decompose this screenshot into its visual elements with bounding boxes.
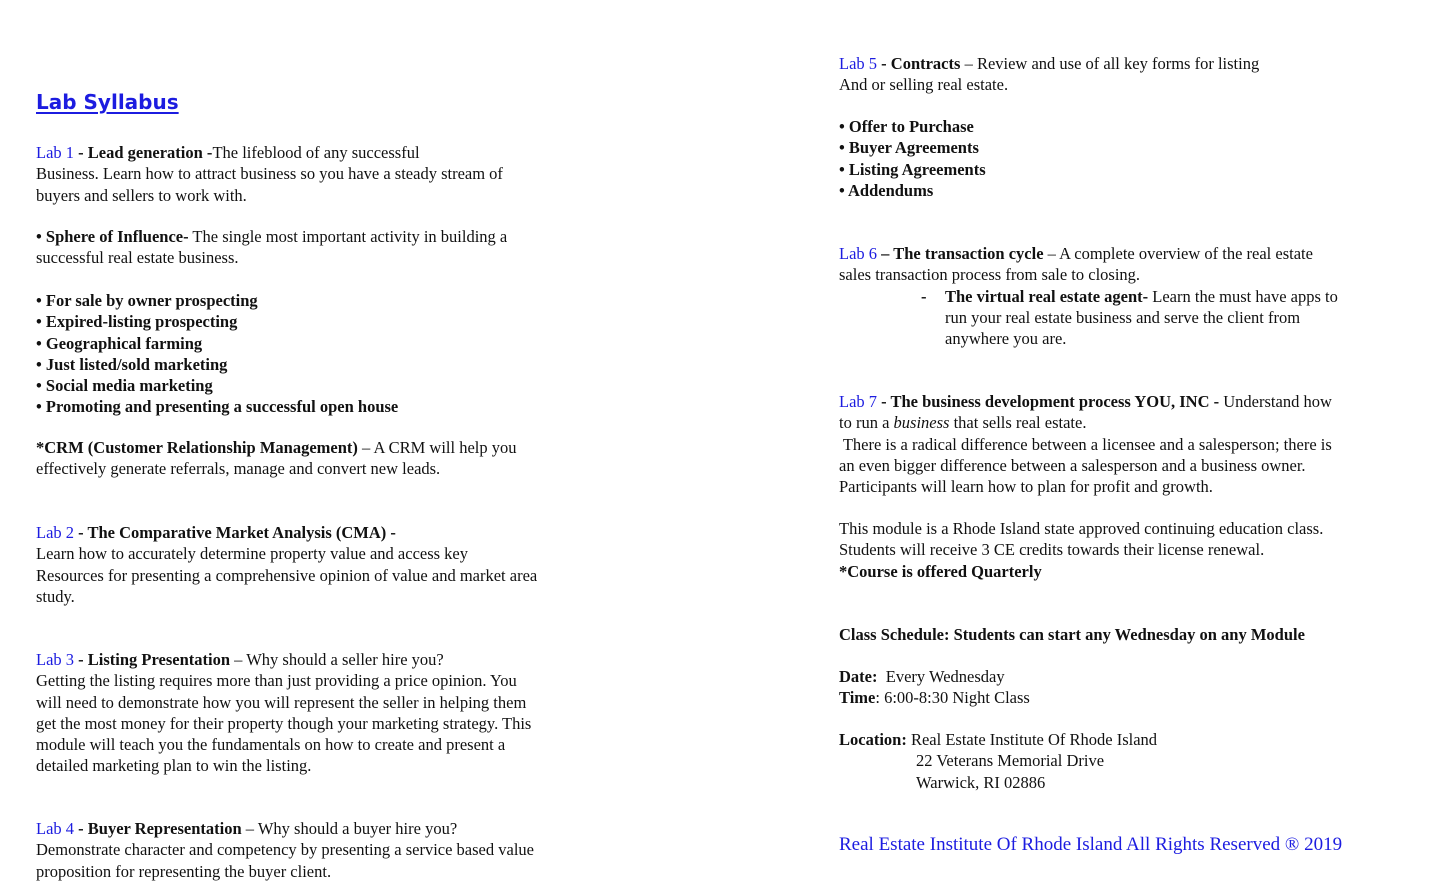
lab3-line-1: Getting the listing requires more than just providing a price opinion. You (36, 671, 517, 691)
list-item: • For sale by owner prospecting (36, 291, 258, 310)
sphere-line-2: successful real estate business. (36, 248, 239, 268)
lab2-number: Lab 2 (36, 523, 75, 542)
lab3-line-5: detailed marketing plan to win the listing. (36, 756, 312, 776)
lab4-line-2: proposition for representing the buyer client. (36, 861, 332, 881)
list-item: • Geographical farming (36, 333, 203, 353)
date-time-section (839, 666, 1030, 709)
lab2-line-2: Resources for presenting a comprehensive opinion of value and market area (36, 565, 538, 585)
list-item: • Addendums (839, 180, 934, 200)
lab3-number: Lab 3 (36, 650, 75, 669)
ce-line-1: This module is a Rhode Island state approved continuing education class. (839, 519, 1324, 538)
lab3-line-3: get the most money for their property though your marketing strategy. This (36, 713, 532, 733)
lab5-text: – Review and use of all key forms for listing (960, 54, 1260, 73)
page-title: Lab Syllabus (36, 90, 179, 114)
lab1-line-3: buyers and sellers to work with. (36, 185, 247, 205)
lab6-text: – A complete overview of the real estate (1043, 244, 1313, 263)
lab2-heading: - The Comparative Market Analysis (CMA) - (74, 523, 396, 542)
crm-line-2: effectively generate referrals, manage and convert new leads. (36, 459, 441, 479)
location-section (839, 729, 1157, 793)
lab1-line-1: The lifeblood of any successful (212, 143, 420, 162)
time-label: Time (839, 688, 876, 708)
copyright-footer: Real Estate Institute Of Rhode Island All Rights Reserved ® 2019 (839, 834, 1343, 855)
lab7-line-2-emphasis: business (893, 413, 950, 433)
lab4-heading: - Buyer Representation (74, 819, 242, 838)
ce-line-2: Students will receive 3 CE credits towards their license renewal. (839, 540, 1265, 560)
list-item: • Social media marketing (36, 376, 213, 396)
ce-quarterly-note: *Course is offered Quarterly (839, 561, 1042, 581)
lab6-sub-heading: The virtual real estate agent- (945, 286, 1149, 306)
lab5-line-2: And or selling real estate. (839, 75, 1009, 95)
lab1-heading: - Lead generation - (74, 143, 213, 162)
lab7-line-5: Participants will learn how to plan for profit and growth. (839, 477, 1213, 497)
crm-section (36, 437, 516, 480)
lab5-bullet-list (839, 116, 986, 201)
lab4-number: Lab 4 (36, 819, 75, 838)
lab4-line-1: Demonstrate character and competency by presenting a service based value (36, 840, 534, 860)
list-item: • Listing Agreements (839, 159, 986, 179)
lab4-question: – Why should a buyer hire you? (241, 819, 458, 838)
sphere-text: The single most important activity in building a (188, 227, 508, 246)
lab7-line-2-pre: to run a (839, 413, 894, 433)
lab5-section (839, 53, 1259, 96)
lead-bullet-list (36, 290, 398, 418)
lab7-line-2-post: that sells real estate. (949, 413, 1087, 433)
lab3-section (36, 649, 531, 777)
lab6-section (839, 243, 1419, 349)
lab1-line-2: Business. Learn how to attract business so you have a steady stream of (36, 164, 503, 184)
lab6-heading: – The transaction cycle (877, 244, 1044, 263)
lab6-sub-line-2: run your real estate business and serve the client from (945, 307, 1301, 327)
lab3-line-2: will need to demonstrate how you will represent the seller in helping them (36, 692, 527, 712)
lab7-section (839, 391, 1332, 497)
schedule-heading (839, 624, 1305, 645)
lab3-question: – Why should a seller hire you? (230, 650, 444, 669)
location-line-3: Warwick, RI 02886 (916, 772, 1046, 792)
lab7-text: Understand how (1223, 392, 1332, 411)
date-label: Date: (839, 667, 878, 686)
crm-text: – A CRM will help you (357, 438, 517, 457)
lab6-sub-line-1: Learn the must have apps to (1148, 286, 1338, 306)
lab7-line-4: an even bigger difference between a salesperson and a business owner. (839, 455, 1306, 475)
list-item: • Just listed/sold marketing (36, 354, 228, 374)
lab1-section (36, 142, 503, 206)
list-item: • Promoting and presenting a successful open house (36, 397, 399, 417)
date-value: Every Wednesday (877, 667, 1005, 686)
lab7-heading: - The business development process YOU, INC - (877, 392, 1224, 411)
sphere-section (36, 226, 507, 269)
list-item: • Offer to Purchase (839, 117, 974, 136)
lab4-section (36, 818, 534, 882)
lab2-section (36, 522, 537, 607)
lab1-number: Lab 1 (36, 143, 75, 162)
ce-section (839, 518, 1323, 582)
list-item: • Expired-listing prospecting (36, 312, 238, 332)
list-item: • Buyer Agreements (839, 138, 979, 158)
sphere-heading: • Sphere of Influence- (36, 227, 189, 246)
lab6-line-2: sales transaction process from sale to closing. (839, 265, 1141, 285)
lab7-number: Lab 7 (839, 392, 878, 411)
lab2-line-1: Learn how to accurately determine property value and access key (36, 544, 469, 564)
lab5-heading: - Contracts (877, 54, 961, 73)
lab3-line-4: module will teach you the fundamentals on how to create and present a (36, 735, 506, 755)
lab2-line-3: study. (36, 586, 75, 606)
location-label: Location: (839, 730, 907, 749)
lab5-number: Lab 5 (839, 54, 878, 73)
lab6-sub-dash: - (921, 286, 927, 306)
location-line-2: 22 Veterans Memorial Drive (916, 751, 1105, 771)
lab3-heading: - Listing Presentation (74, 650, 231, 669)
crm-heading: *CRM (Customer Relationship Management) (36, 438, 358, 457)
time-value: : 6:00-8:30 Night Class (875, 688, 1030, 708)
lab6-sub-line-3: anywhere you are. (945, 329, 1067, 349)
lab6-number: Lab 6 (839, 244, 878, 263)
lab7-line-3: There is a radical difference between a licensee and a salesperson; there is (839, 434, 1332, 454)
location-line-1: Real Estate Institute Of Rhode Island (906, 730, 1158, 749)
schedule-text: Class Schedule: Students can start any Wednesday on any Module (839, 625, 1305, 644)
